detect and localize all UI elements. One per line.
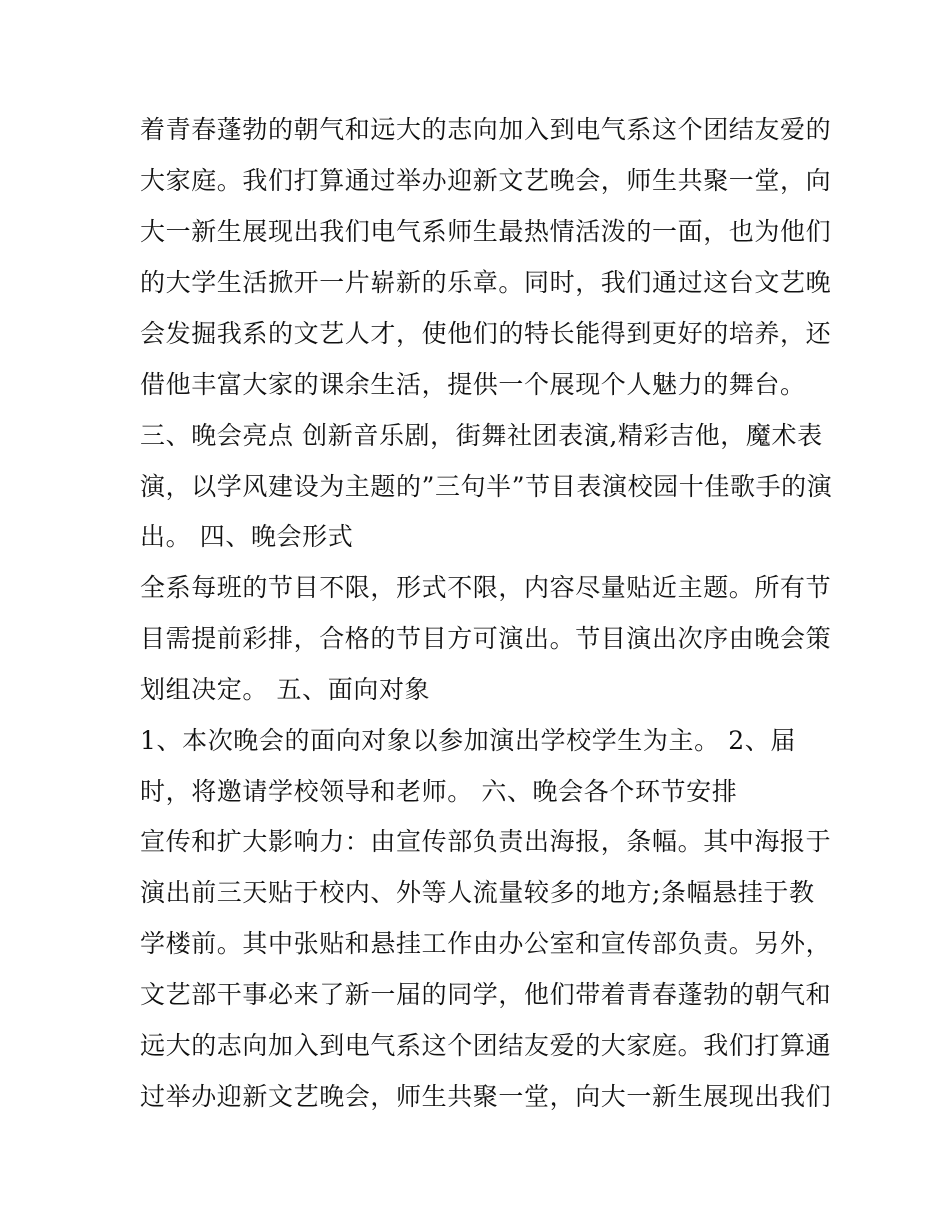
text-line: 会发掘我系的文艺人才，使他们的特长能得到更好的培养，还 <box>140 319 832 348</box>
text-line: 演出前三天贴于校内、外等人流量较多的地方;条幅悬挂于教 <box>140 878 815 907</box>
text-line: 时，将邀请学校领导和老师。 六、晚会各个环节安排 <box>140 777 738 806</box>
text-line: 学楼前。其中张贴和悬挂工作由办公室和宣传部负责。另外， <box>140 929 832 958</box>
text-line: 文艺部干事必来了新一届的同学，他们带着青春蓬勃的朝气和 <box>140 980 832 1009</box>
text-line: 大家庭。我们打算通过举办迎新文艺晚会，师生共聚一堂，向 <box>140 166 832 195</box>
text-line: 的大学生活掀开一片崭新的乐章。同时，我们通过这台文艺晚 <box>140 268 832 297</box>
text-line: 过举办迎新文艺晚会，师生共聚一堂，向大一新生展现出我们 <box>140 1082 832 1111</box>
text-line: 出。 四、晚会形式 <box>140 522 354 551</box>
text-line: 宣传和扩大影响力：由宣传部负责出海报，条幅。其中海报于 <box>140 827 832 856</box>
text-line: 划组决定。 五、面向对象 <box>140 675 431 704</box>
text-line: 全系每班的节目不限，形式不限，内容尽量贴近主题。所有节 <box>140 573 832 602</box>
text-line: 着青春蓬勃的朝气和远大的志向加入到电气系这个团结友爱的 <box>140 115 832 144</box>
text-line: 远大的志向加入到电气系这个团结友爱的大家庭。我们打算通 <box>140 1031 832 1060</box>
text-line: 三、晚会亮点 创新音乐剧，街舞社团表演,精彩吉他，魔术表 <box>140 421 823 450</box>
text-line: 1、本次晚会的面向对象以参加演出学校学生为主。 2、届 <box>140 726 796 755</box>
text-line: 借他丰富大家的课余生活，提供一个展现个人魅力的舞台。 <box>140 370 806 399</box>
text-line: 演，以学风建设为主题的”三句半”节目表演校园十佳歌手的演 <box>140 472 833 501</box>
text-line: 目需提前彩排，合格的节目方可演出。节目演出次序由晚会策 <box>140 624 832 653</box>
text-line: 大一新生展现出我们电气系师生最热情活泼的一面，也为他们 <box>140 217 832 246</box>
